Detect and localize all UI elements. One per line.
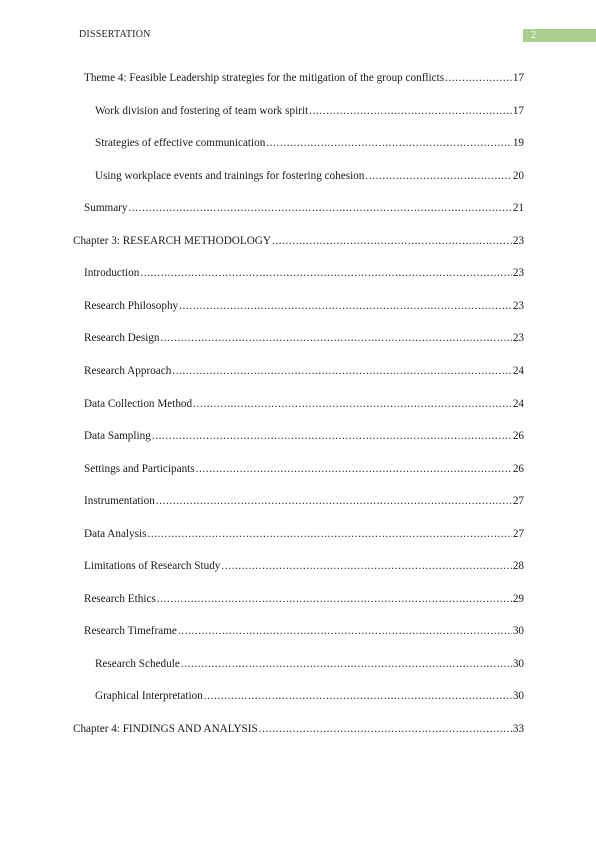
toc-dot-leader — [152, 429, 512, 443]
toc-entry-title: Strategies of effective communication — [95, 137, 266, 150]
toc-dot-leader — [193, 397, 512, 411]
toc-entry-title: Research Philosophy — [84, 299, 179, 312]
toc-entry-title: Limitations of Research Study — [84, 560, 221, 573]
toc-entry-title: Settings and Participants — [84, 462, 195, 475]
toc-entry-page: 20 — [512, 169, 524, 182]
toc-dot-leader — [445, 71, 512, 85]
toc-entry-title: Summary — [84, 202, 128, 215]
toc-entry-page: 21 — [512, 202, 524, 215]
toc-entry-page: 24 — [512, 397, 524, 410]
toc-dot-leader — [181, 657, 512, 671]
toc-entry-page: 23 — [512, 332, 524, 345]
toc-entry[interactable] — [73, 234, 524, 248]
toc-entry-page: 17 — [512, 72, 524, 84]
page-number-badge — [523, 29, 596, 42]
toc-dot-leader — [179, 299, 512, 313]
toc-entry-title: Theme 4: Feasible Leadership strategies for the mitigation of the group conflicts — [84, 72, 445, 84]
toc-entry-title: Chapter 4: FINDINGS AND ANALYSIS — [73, 723, 258, 735]
toc-dot-leader — [196, 462, 512, 476]
toc-entry-page: 23 — [512, 299, 524, 312]
toc-dot-leader — [147, 527, 511, 541]
toc-entry[interactable] — [84, 592, 524, 606]
toc-dot-leader — [309, 104, 512, 118]
toc-dot-leader — [157, 592, 512, 606]
toc-dot-leader — [259, 722, 512, 736]
toc-entry-page: 28 — [512, 560, 524, 573]
toc-entry[interactable] — [95, 689, 524, 703]
toc-entry[interactable] — [84, 559, 524, 573]
toc-entry-page: 26 — [512, 462, 524, 475]
toc-entry-title: Data Collection Method — [84, 397, 193, 410]
toc-entry[interactable] — [84, 624, 524, 638]
toc-entry[interactable] — [84, 494, 524, 508]
toc-entry-page: 30 — [512, 690, 524, 703]
toc-entry[interactable] — [84, 299, 524, 313]
toc-entry[interactable] — [95, 136, 524, 150]
toc-dot-leader — [266, 136, 511, 150]
toc-entry-title: Research Timeframe — [84, 625, 177, 638]
page-number: 2 — [531, 30, 536, 41]
toc-entry-page: 19 — [512, 137, 524, 150]
toc-dot-leader — [140, 266, 512, 280]
toc-entry[interactable] — [84, 331, 524, 345]
toc-entry[interactable] — [84, 364, 524, 378]
toc-entry-page: 23 — [512, 234, 524, 247]
toc-entry[interactable] — [84, 201, 524, 215]
toc-entry[interactable] — [84, 71, 524, 85]
toc-entry-page: 27 — [512, 527, 524, 540]
toc-entry-page: 17 — [512, 104, 524, 117]
toc-entry[interactable] — [95, 104, 524, 118]
toc-entry-page: 33 — [512, 723, 524, 735]
toc-entry-title: Chapter 3: RESEARCH METHODOLOGY — [73, 234, 271, 247]
toc-entry[interactable] — [84, 462, 524, 476]
toc-entry-title: Data Analysis — [84, 527, 147, 540]
toc-entry[interactable] — [84, 527, 524, 541]
toc-entry-title: Introduction — [84, 267, 140, 280]
toc-entry[interactable] — [95, 169, 524, 183]
toc-entry-title: Work division and fostering of team work spirit — [95, 104, 309, 117]
running-header-title: DISSERTATION — [79, 29, 151, 40]
toc-dot-leader — [272, 234, 512, 248]
toc-entry[interactable] — [95, 657, 524, 671]
toc-entry[interactable] — [84, 429, 524, 443]
toc-entry-title: Research Approach — [84, 364, 172, 377]
toc-dot-leader — [365, 169, 511, 183]
toc-entry-page: 23 — [512, 267, 524, 280]
toc-entry-title: Research Design — [84, 332, 160, 345]
toc-dot-leader — [221, 559, 511, 573]
toc-entry-page: 26 — [512, 430, 524, 443]
toc-entry-title: Data Sampling — [84, 430, 151, 443]
toc-entry-page: 29 — [512, 592, 524, 605]
toc-entry[interactable] — [84, 266, 524, 280]
toc-entry-page: 27 — [512, 495, 524, 508]
toc-dot-leader — [156, 494, 512, 508]
toc-dot-leader — [161, 331, 512, 345]
toc-entry-title: Research Ethics — [84, 592, 156, 605]
toc-entry-title: Instrumentation — [84, 495, 155, 508]
toc-entry-page: 24 — [512, 364, 524, 377]
toc-entry[interactable] — [73, 722, 524, 736]
toc-entry-page: 30 — [512, 657, 524, 670]
toc-entry-title: Using workplace events and trainings for fostering cohesion — [95, 169, 365, 182]
toc-entry-page: 30 — [512, 625, 524, 638]
toc-dot-leader — [172, 364, 512, 378]
toc-entry[interactable] — [84, 397, 524, 411]
toc-entry-title: Research Schedule — [95, 657, 180, 670]
toc-dot-leader — [178, 624, 512, 638]
toc-dot-leader — [204, 689, 512, 703]
toc-dot-leader — [129, 201, 512, 215]
toc-entry-title: Graphical Interpretation — [95, 690, 203, 703]
